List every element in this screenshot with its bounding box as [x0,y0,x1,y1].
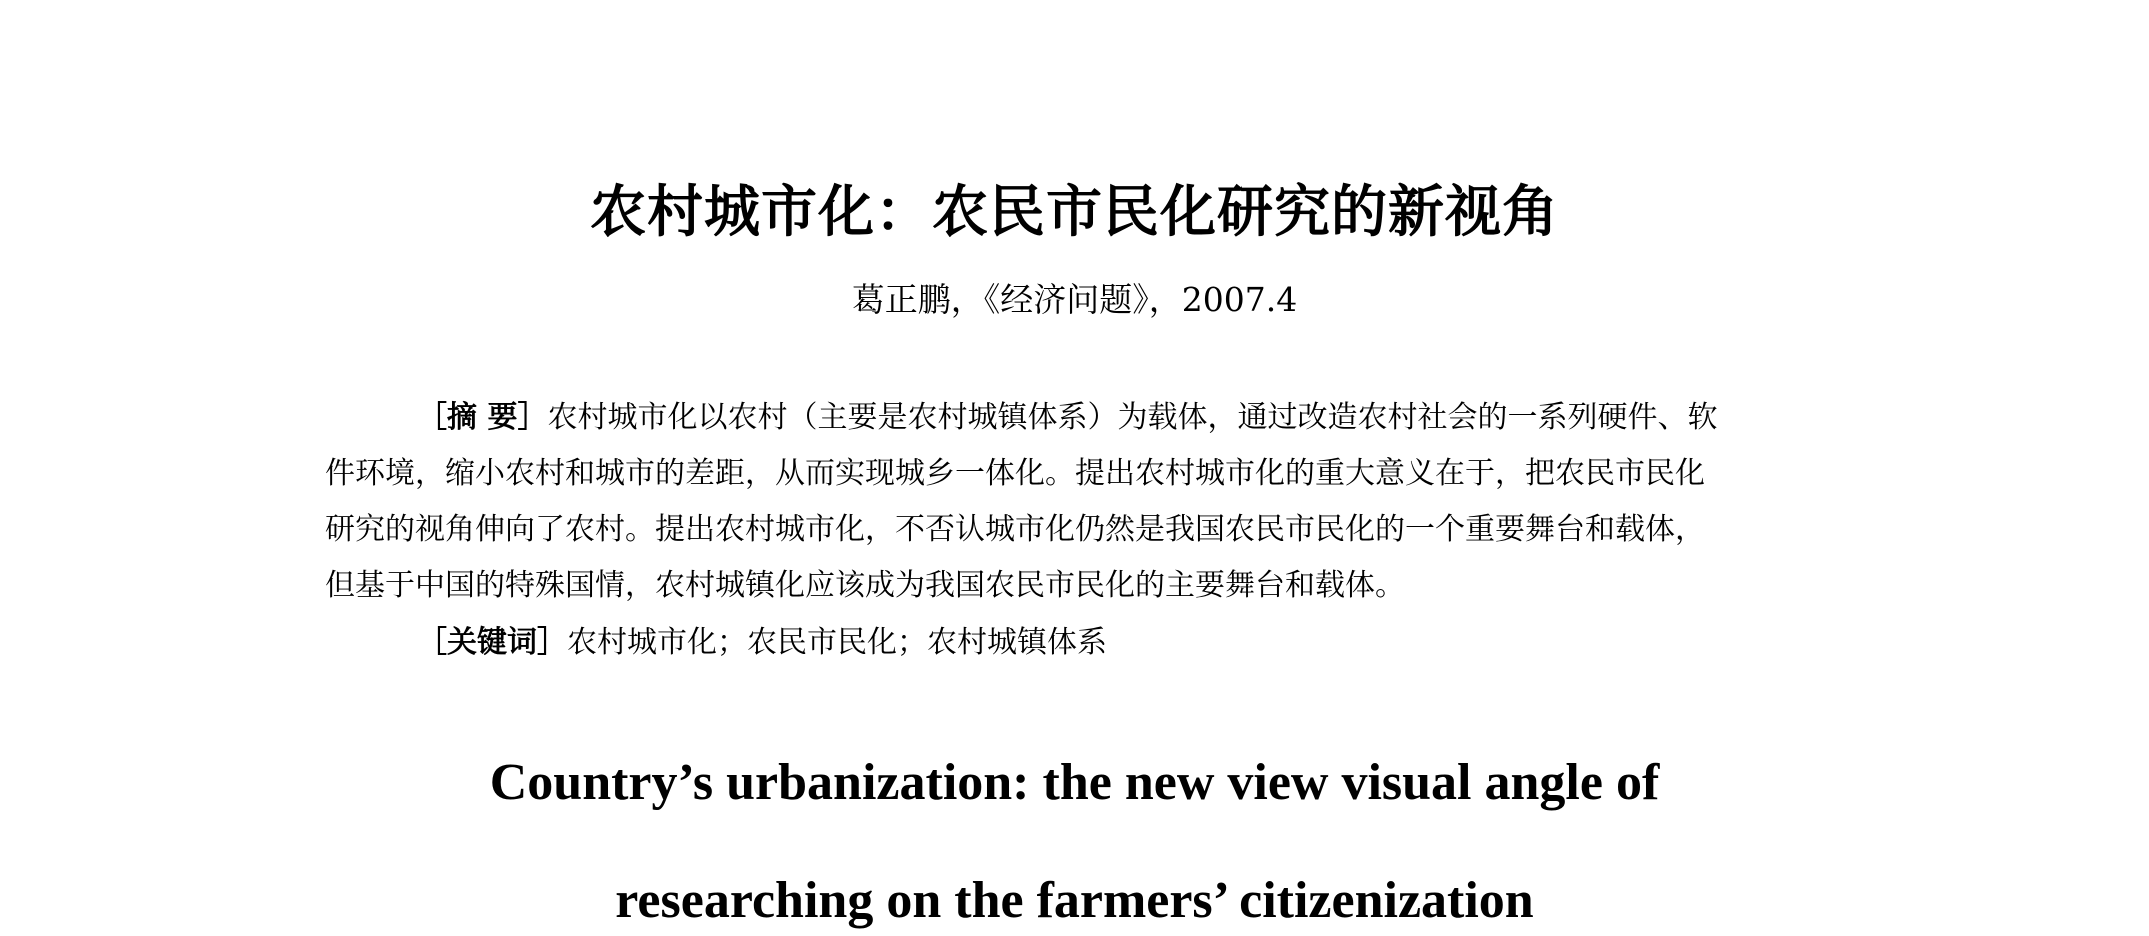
author-citation: 葛正鹏，《经济问题》，2007.4 [851,280,1298,319]
abstract-label: ［摘 要］ [417,400,548,435]
abstract-line-2: 件环境，缩小农村和城市的差距，从而实现城乡一体化。提出农村城市化的重大意义在于，把农民市民化 [325,456,1705,491]
abstract-text-line-1: 农村城市化以农村（主要是农村城镇体系）为载体，通过改造农村社会的一系列硬件、软 [547,400,1718,435]
keywords-label: ［关键词］ [417,625,567,660]
keywords-text: 农村城市化；农民市民化；农村城镇体系 [567,625,1107,660]
paper-title-chinese: 农村城市化：农民市民化研究的新视角 [590,179,1559,245]
paper-title-english-line-2: researching on the farmers’ citizenization [615,872,1534,929]
abstract-line-1 [325,390,1830,446]
keywords-line [417,615,1107,671]
paper-title-english-line-1: Country’s urbanization: the new view visual angle of [489,754,1660,811]
abstract-line-4: 但基于中国的特殊国情，农村城镇化应该成为我国农民市民化的主要舞台和载体。 [325,568,1405,603]
abstract-block [325,390,1830,614]
abstract-line-3: 研究的视角伸向了农村。提出农村城市化，不否认城市化仍然是我国农民市民化的一个重要舞台和载体， [325,512,1705,547]
